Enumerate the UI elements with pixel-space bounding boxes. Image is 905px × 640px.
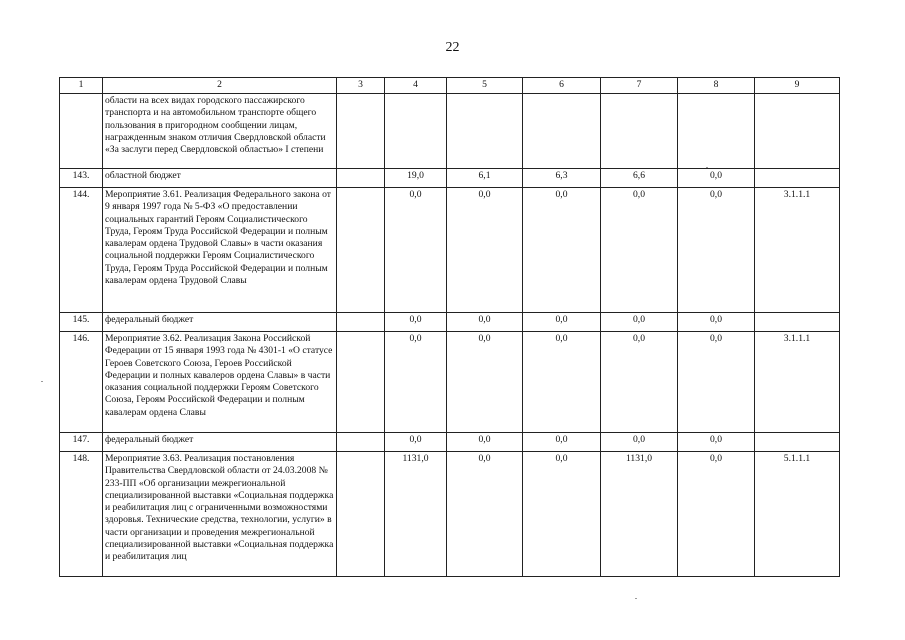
row-description: Мероприятие 3.62. Реализация Закона Российской Федерации от 15 января 1993 года № 4301-1 «О статусе Героев Советского Союза, Героев Российской Федерации и полных кавалеров ордена Славы» в части оказания социальной поддержки Героям Советского Союза, Героям Российской Федерации и полным кавалерам ордена Славы bbox=[103, 332, 337, 433]
scan-speck bbox=[706, 167, 708, 168]
col3-cell bbox=[337, 188, 385, 313]
header-cell: 2 bbox=[103, 78, 337, 94]
col5-cell: 0,0 bbox=[447, 433, 523, 452]
table-row bbox=[60, 332, 840, 433]
col9-cell bbox=[755, 433, 840, 452]
row-number: 145. bbox=[60, 313, 103, 332]
col4-cell: 1131,0 bbox=[385, 452, 447, 577]
col4-cell: 0,0 bbox=[385, 188, 447, 313]
scan-speck bbox=[41, 381, 43, 382]
col9-cell: 5.1.1.1 bbox=[755, 452, 840, 577]
col7-cell bbox=[601, 94, 678, 169]
col4-cell: 0,0 bbox=[385, 332, 447, 433]
col5-cell: 6,1 bbox=[447, 169, 523, 188]
row-description: федеральный бюджет bbox=[103, 313, 337, 332]
col5-cell: 0,0 bbox=[447, 313, 523, 332]
col6-cell: 0,0 bbox=[523, 332, 601, 433]
table-row bbox=[60, 433, 840, 452]
row-description: области на всех видах городского пассажирского транспорта и на автомобильном транспорте общего пользования в пригородном сообщении лицам, награжденным знаком отличия Свердловской области «За заслуги перед Свердловской областью» I степени bbox=[103, 94, 337, 169]
col7-cell: 1131,0 bbox=[601, 452, 678, 577]
row-number: 143. bbox=[60, 169, 103, 188]
header-cell: 7 bbox=[601, 78, 678, 94]
col8-cell: 0,0 bbox=[678, 332, 755, 433]
col6-cell: 0,0 bbox=[523, 452, 601, 577]
col8-cell: 0,0 bbox=[678, 433, 755, 452]
table-row bbox=[60, 169, 840, 188]
col6-cell: 0,0 bbox=[523, 313, 601, 332]
col6-cell: 0,0 bbox=[523, 188, 601, 313]
col6-cell: 0,0 bbox=[523, 433, 601, 452]
row-number: 144. bbox=[60, 188, 103, 313]
row-number: 147. bbox=[60, 433, 103, 452]
col4-cell: 0,0 bbox=[385, 313, 447, 332]
col4-cell: 0,0 bbox=[385, 433, 447, 452]
col3-cell bbox=[337, 433, 385, 452]
col7-cell: 6,6 bbox=[601, 169, 678, 188]
col3-cell bbox=[337, 313, 385, 332]
col9-cell bbox=[755, 169, 840, 188]
row-description: Мероприятие 3.61. Реализация Федерального закона от 9 января 1997 года № 5-ФЗ «О предоставлении социальных гарантий Героям Социалистического Труда, Героям Труда Российской Федерации и полным кавалерам ордена Трудовой Славы» в части оказания социальной поддержки Героям Социалистического Труда, Героям Труда Российской Федерации и полным кавалерам ордена Трудовой Славы bbox=[103, 188, 337, 313]
col7-cell: 0,0 bbox=[601, 188, 678, 313]
col5-cell: 0,0 bbox=[447, 188, 523, 313]
header-cell: 9 bbox=[755, 78, 840, 94]
header-cell: 1 bbox=[60, 78, 103, 94]
col4-cell: 19,0 bbox=[385, 169, 447, 188]
header-cell: 6 bbox=[523, 78, 601, 94]
header-cell: 4 bbox=[385, 78, 447, 94]
col9-cell: 3.1.1.1 bbox=[755, 332, 840, 433]
col5-cell: 0,0 bbox=[447, 452, 523, 577]
header-row bbox=[60, 78, 840, 94]
col4-cell bbox=[385, 94, 447, 169]
page-number: 22 bbox=[445, 40, 460, 55]
col6-cell bbox=[523, 94, 601, 169]
col3-cell bbox=[337, 94, 385, 169]
col3-cell bbox=[337, 169, 385, 188]
col7-cell: 0,0 bbox=[601, 433, 678, 452]
col9-cell: 3.1.1.1 bbox=[755, 188, 840, 313]
row-number: 146. bbox=[60, 332, 103, 433]
col6-cell: 6,3 bbox=[523, 169, 601, 188]
row-description: Мероприятие 3.63. Реализация постановления Правительства Свердловской области от 24.03.2008 № 233-ПП «Об организации межрегиональной специализированной выставки «Социальная поддержка и реабилитация лиц с ограниченными возможностями здоровья. Технические средства, технологии, услуги» в части организации и проведения межрегиональной специализированной выставки «Социальная поддержка и реабилитация лиц bbox=[103, 452, 337, 577]
scan-speck bbox=[635, 598, 637, 599]
table-row bbox=[60, 452, 840, 577]
col8-cell: 0,0 bbox=[678, 169, 755, 188]
row-number bbox=[60, 94, 103, 169]
header-cell: 8 bbox=[678, 78, 755, 94]
table-row bbox=[60, 313, 840, 332]
col3-cell bbox=[337, 452, 385, 577]
col7-cell: 0,0 bbox=[601, 332, 678, 433]
col5-cell bbox=[447, 94, 523, 169]
col8-cell: 0,0 bbox=[678, 452, 755, 577]
row-description: областной бюджет bbox=[103, 169, 337, 188]
col8-cell bbox=[678, 94, 755, 169]
col9-cell bbox=[755, 313, 840, 332]
col8-cell: 0,0 bbox=[678, 188, 755, 313]
table-row bbox=[60, 94, 840, 169]
col5-cell: 0,0 bbox=[447, 332, 523, 433]
col8-cell: 0,0 bbox=[678, 313, 755, 332]
budget-table bbox=[59, 77, 840, 577]
col3-cell bbox=[337, 332, 385, 433]
header-cell: 5 bbox=[447, 78, 523, 94]
header-cell: 3 bbox=[337, 78, 385, 94]
col9-cell bbox=[755, 94, 840, 169]
col7-cell: 0,0 bbox=[601, 313, 678, 332]
row-description: федеральный бюджет bbox=[103, 433, 337, 452]
table-row bbox=[60, 188, 840, 313]
row-number: 148. bbox=[60, 452, 103, 577]
